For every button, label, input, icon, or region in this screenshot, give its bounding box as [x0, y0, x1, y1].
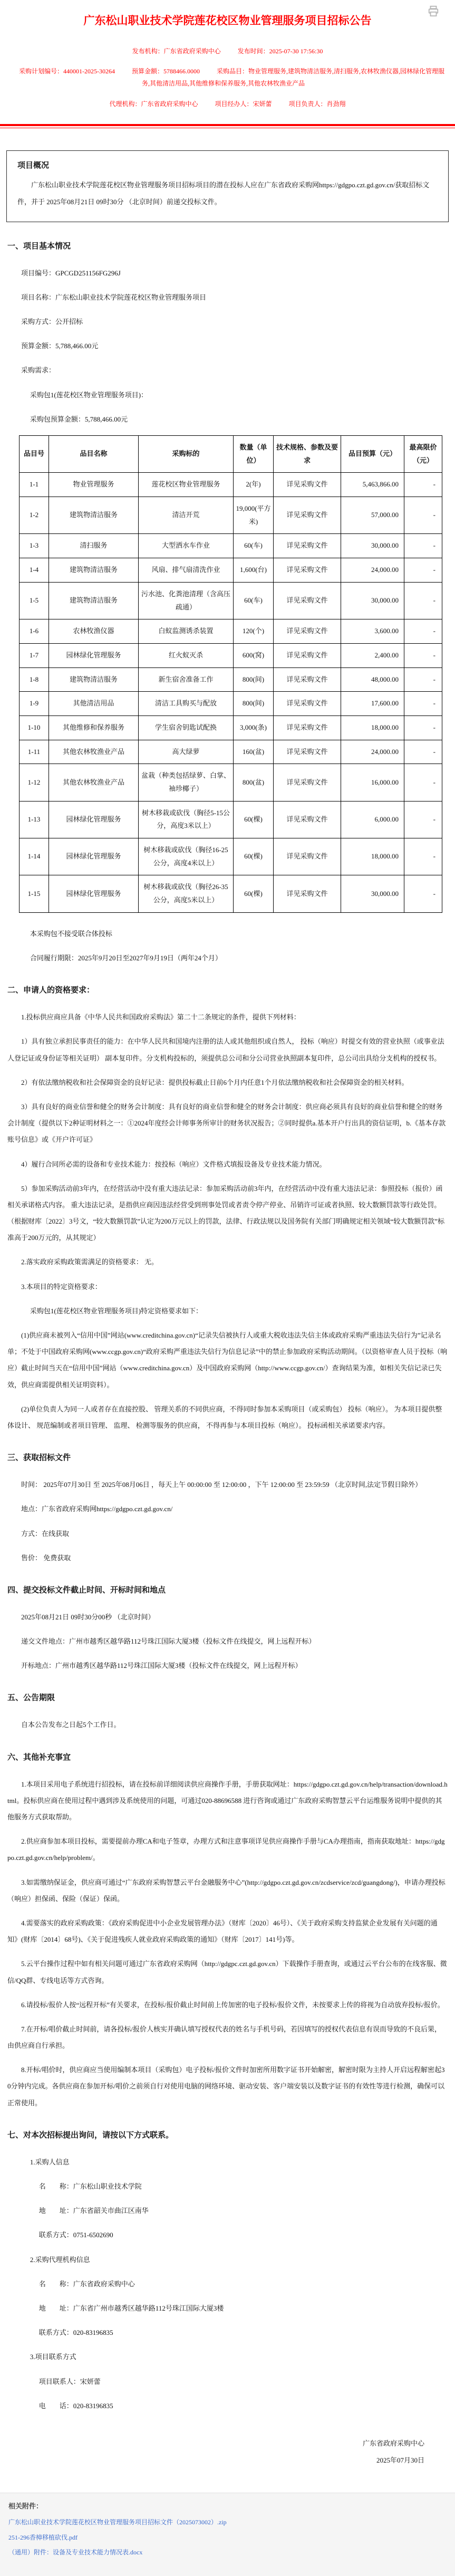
table-cell: 2(年) — [234, 473, 274, 497]
table-row — [20, 582, 442, 619]
table-cell: 园林绿化管理服务 — [49, 838, 139, 875]
paragraph: (2)单位负责人为同一人或者存在直接控股、 管理关系的不同供应商，不得同时参加本采购项目（或采购包） 投标（响应）。 为本项目提供整体设计、 规范编制或者项目管理、 监理、 检测等服务的供应商， 不得再参与本项目投标（响应）。 投标函相关承诺要求内容。 — [7, 1405, 442, 1429]
paragraph: 地 址：广东省广州市越秀区越华路112号珠江国际大厦3楼 — [38, 2304, 224, 2312]
table-cell: 建筑物清洁服务 — [49, 558, 139, 583]
table-cell: 1-14 — [20, 838, 49, 875]
table-cell: 1-8 — [20, 667, 49, 692]
table-cell: 树木移栽或砍伐（胸径26-35公分，高度5米以上） — [139, 875, 234, 912]
paragraph: 电 话：020-83196835 — [38, 2401, 113, 2410]
paragraph: 5.云平台操作过程中如有相关问题可通过广东省政府采购网（http://gdgpc.czt.gd.gov.cn）下载操作手册查询，或通过云平台公布的在线客服、微信/QQ群、专线电话等方式咨询。 — [7, 1960, 447, 1985]
table-cell: 24,000.00 — [341, 558, 404, 583]
column-header: 品目名称 — [49, 436, 139, 473]
table-row — [20, 801, 442, 838]
printer-icon — [428, 5, 439, 17]
meta-row-1 — [9, 45, 446, 58]
meta-field: 发布机构：广东省政府采购中心 — [132, 47, 221, 55]
table-cell: 19,000(平方米) — [234, 497, 274, 534]
table-cell: 1-5 — [20, 582, 49, 619]
table-cell: 园林绿化管理服务 — [49, 801, 139, 838]
table-cell: 详见采购文件 — [274, 764, 341, 801]
table-cell: - — [404, 497, 442, 534]
column-header: 技术规格、参数及要求 — [274, 436, 341, 473]
paragraph: 1.本项目采用电子系统进行招投标，请在投标前详细阅读供应商操作手册，手册获取网址：https://gdgpo.czt.gd.gov.cn/help/transaction/download.html。投标供应商在使用过程中遇到涉及系统使用的问题，可通过020-88696588 进行咨询或通过广东政府采购智慧云平台运维服务说明中提供的其他服务方式获取帮助。 — [7, 1780, 448, 1821]
paragraph: 采购包1(莲花校区物业管理服务项目)： — [30, 390, 148, 399]
table-cell: 60(车) — [234, 534, 274, 558]
paragraph: 3.项目联系方式 — [30, 2353, 76, 2361]
table-cell: 大型洒水车作业 — [139, 534, 234, 558]
table-cell: 树木移栽或砍伐（胸径5-15公分，高度3米以上） — [139, 801, 234, 838]
table-cell: 18,000.00 — [341, 715, 404, 740]
paragraph: 名 称：广东松山职业技术学院 — [38, 2182, 142, 2190]
section-heading: 一、项目基本情况 — [7, 241, 71, 251]
section-heading: 六、其他补充事宜 — [7, 1752, 71, 1762]
signature-date: 2025年07月30日 — [376, 2456, 424, 2465]
table-cell: 物业管理服务 — [49, 473, 139, 497]
table-cell: 详见采购文件 — [274, 497, 341, 534]
page-title: 广东松山职业技术学院莲花校区物业管理服务项目招标公告 — [83, 15, 372, 27]
table-cell: 建筑物清洁服务 — [49, 497, 139, 534]
attachments-footer — [0, 2493, 455, 2576]
table-row — [20, 667, 442, 692]
paragraph: 项目名称：广东松山职业技术学院莲花校区物业管理服务项目 — [21, 293, 207, 301]
table-row — [20, 534, 442, 558]
announcement-meta — [0, 45, 455, 110]
column-header: 最高限价（元） — [404, 436, 442, 473]
paragraph: 自本公告发布之日起5个工作日。 — [21, 1721, 121, 1729]
paragraph: 1）具有独立承担民事责任的能力：在中华人民共和国境内注册的法人或其他组织或自然人， 投标（响应）时提交有效的营业执照（或事业法人登记证或身份证等相关证明） 副本复印件。分支机构投标的，须提供总公司和分公司营业执照副本复印件，总公司出具给分支机构的授权书。 — [7, 1037, 444, 1062]
table-cell: 农林牧渔仪器 — [49, 619, 139, 644]
paragraph: 3）具有良好的商业信誉和健全的财务会计制度：具有良好的商业信誉和健全的财务会计制度：供应商必须具有良好的商业信誉和健全的财务会计制度（提供以下2种证明材料之一：①2024年度经会计师事务所审计的财务状况报告；②同时提供a.基本开户行出具的资信证明，b.《基本存款账号信息》或《开户许可证》 — [7, 1102, 446, 1144]
paragraph: (1)供应商未被列入“信用中国”网站(www.creditchina.gov.cn)“记录失信被执行人或重大税收违法失信主体或政府采购严重违法失信行为”记录名单；不处于中国政府采购网(www.ccgp.gov.cn)“政府采购严重违法失信行为信息记录”中的禁止参加政府采购活动期间。（以资格审查人员于投标（响应）截止时间当天在“信用中国”网站（www.creditchina.gov.cn）及中国政府采购网（http://www.ccgp.gov.cn/）查询结果为准，如相关失信记录已失效，供应商需提供相关证明资料）。 — [7, 1331, 448, 1389]
table-cell: 详见采购文件 — [274, 558, 341, 583]
table-cell: 3,600.00 — [341, 619, 404, 644]
paragraph: 开标地点：广州市越秀区越华路112号珠江国际大厦3楼（投标文件在线提交，网上远程开标） — [21, 1662, 302, 1670]
paragraph: 采购包预算金额：5,788,466.00元 — [30, 415, 128, 423]
table-header-row — [20, 436, 442, 473]
paragraph: 联系方式：0751-6502690 — [38, 2231, 113, 2239]
table-cell: 详见采购文件 — [274, 643, 341, 667]
paragraph: 采购方式：公开招标 — [21, 318, 83, 326]
table-cell: 建筑物清洁服务 — [49, 667, 139, 692]
section-heading: 三、获取招标文件 — [7, 1453, 71, 1463]
red-divider-thick — [0, 124, 455, 126]
meta-field: 发布时间：2025-07-30 17:56:30 — [237, 47, 323, 55]
meta-row-3 — [9, 98, 446, 110]
table-cell: 24,000.00 — [341, 740, 404, 764]
paragraph: 4）履行合同所必需的设备和专业技术能力：按投标（响应）文件格式填报设备及专业技术能力情况。 — [21, 1160, 326, 1168]
table-cell: - — [404, 667, 442, 692]
table-row — [20, 558, 442, 583]
table-cell: 清洁工具购买与配放 — [139, 692, 234, 716]
paragraph: 8.开标/唱价时，供应商应当使用编制本项目（采购包）电子投标/报价文件时加密所用数字证书开始解密，解密时限为主持人开启远程解密起30分钟内完成。各供应商在参加开标/唱价之前须自行对使用电脑的网络环境、驱动安装、客户端安装以及数字证书的有效性等进行检测，确保可以正常使用。 — [7, 2066, 445, 2107]
table-cell: 1-1 — [20, 473, 49, 497]
table-cell: 1-4 — [20, 558, 49, 583]
section-heading: 五、公告期限 — [7, 1693, 55, 1703]
paragraph: 地 址：广东省韶关市曲江区南华 — [38, 2207, 149, 2215]
signature-org: 广东省政府采购中心 — [362, 2439, 424, 2447]
paragraph: 6.请投标/报价人按“远程开标”有关要求，在投标/报价截止时间前上传加密的电子投标/报价文件，未按要求上传的将视为自动放弃投标/报价。 — [21, 2000, 444, 2009]
table-cell: 30,000.00 — [341, 582, 404, 619]
attachments-list — [8, 2515, 447, 2560]
table-row — [20, 764, 442, 801]
table-cell: 60(棵) — [234, 801, 274, 838]
table-cell: 详见采购文件 — [274, 534, 341, 558]
meta-field: 采购品目：物业管理服务,建筑物清洁服务,清扫服务,农林牧渔仪器,园林绿化管理服务,其他清洁用品,其他维修和保养服务,其他农林牧渔业产品 — [141, 68, 445, 88]
table-cell: 1-3 — [20, 534, 49, 558]
table-cell: 30,000.00 — [341, 875, 404, 912]
table-cell: 2,400.00 — [341, 643, 404, 667]
paragraph: 采购包1(莲花校区物业管理服务项目)特定资格要求如下： — [30, 1306, 203, 1315]
paragraph: 3.如需缴纳保证金，供应商可通过“广东政府采购智慧云平台金融服务中心”(http://gdgpo.czt.gd.gov.cn/zcdservice/zcd/guangdong/)，申请办理投标（响应）担保函、保险（保证）保函。 — [7, 1878, 446, 1903]
table-cell: 其他清洁用品 — [49, 692, 139, 716]
table-row — [20, 473, 442, 497]
table-cell: 建筑物清洁服务 — [49, 582, 139, 619]
paragraph: 售价： 免费获取 — [21, 1553, 71, 1562]
attachment-link[interactable]: 251-296香樟移植砍伐.pdf — [8, 2533, 78, 2541]
table-cell: 详见采购文件 — [274, 692, 341, 716]
paragraph: 2025年08月21日 09时30分00秒 （北京时间） — [21, 1613, 155, 1621]
table-cell: 160(盆) — [234, 740, 274, 764]
attachments-label: 相关附件： — [8, 2502, 43, 2510]
table-cell: 16,000.00 — [341, 764, 404, 801]
table-cell: 3,000(条) — [234, 715, 274, 740]
paragraph: 1.投标供应商应具备《中华人民共和国政府采购法》第二十二条规定的条件，提供下列材料： — [21, 1013, 301, 1022]
column-header: 品目号 — [20, 436, 49, 473]
paragraph: 7.在开标/唱价截止时间前，请各投标/报价人核实并确认填写授权代表的姓名与手机号码，若因填写的授权代表信息有误而导致的不良后果，由供应商自行承担。 — [7, 2025, 441, 2050]
table-cell: 1-15 — [20, 875, 49, 912]
paragraph: 2.采购代理机构信息 — [30, 2255, 90, 2264]
table-cell: - — [404, 740, 442, 764]
table-cell: 60(棵) — [234, 875, 274, 912]
table-cell: 1-11 — [20, 740, 49, 764]
meta-field: 项目负责人：肖劲翔 — [288, 100, 346, 108]
table-cell: 详见采购文件 — [274, 667, 341, 692]
table-row — [20, 740, 442, 764]
meta-field: 采购计划编号：440001-2025-30264 — [18, 68, 115, 75]
overview-body: 广东松山职业技术学院莲花校区物业管理服务项目招标项目的潜在投标人应在广东省政府采购网https://gdgpo.czt.gd.gov.cn/获取招标文件，并于 2025年08月21日 09时30分 （北京时间）前递交投标文件。 — [17, 180, 430, 206]
paragraph: 4.需要落实的政府采购政策：《政府采购促进中小企业发展管理办法》（财库〔2020〕46号）、《关于政府采购支持监狱企业发展有关问题的通知》(财库〔2014〕68号)、《关于促进残疾人就业政府采购政策的通知》（财库〔2017〕141号)等。 — [7, 1919, 438, 1944]
column-header: 品目预算（元） — [341, 436, 404, 473]
paragraph: 5）参加采购活动前3年内，在经营活动中没有重大违法记录：参加采购活动前3年内，在经营活动中没有重大违法记录：参照投标（报价）函相关承诺格式内容。 重大违法记录，是指供应商因违法经营受到刑事处罚或者责令停产停业、吊销许可证或者执照、较大数额罚款等行政处罚。（根据财库〔2022〕3号文，“较大数额罚款”认定为200万元以上的罚款，法律、行政法规以及国务院有关部门明确规定相关领域“较大数额罚款”标准高于200万元的，从其规定） — [7, 1184, 445, 1242]
procurement-items-table — [19, 435, 442, 913]
overview-title: 项目概况 — [17, 160, 50, 170]
section-heading: 二、申请人的资格要求： — [7, 986, 95, 995]
table-cell: 其他农林牧渔业产品 — [49, 740, 139, 764]
meta-row-2 — [9, 65, 446, 90]
content — [7, 240, 448, 2414]
table-cell: - — [404, 643, 442, 667]
section-heading: 四、提交投标文件截止时间、开标时间和地点 — [7, 1585, 166, 1595]
table-cell: 学生宿舍钥匙试配换 — [139, 715, 234, 740]
table-cell: 30,000.00 — [341, 534, 404, 558]
paragraph: 2）有依法缴纳税收和社会保障资金的良好记录：提供投标截止日前6个月内任意1个月依法缴纳税收和社会保障资金的相关材料。 — [21, 1078, 409, 1086]
table-cell: 600(窝) — [234, 643, 274, 667]
table-row — [20, 643, 442, 667]
paragraph: 2.落实政府采购政策需满足的资格要求： 无。 — [21, 1258, 159, 1266]
table-cell: 园林绿化管理服务 — [49, 875, 139, 912]
attachment-link[interactable]: 广东松山职业技术学院莲花校区物业管理服务项目招标文件（2025073002）.zip — [8, 2518, 227, 2526]
print-button[interactable] — [428, 5, 439, 17]
table-cell: - — [404, 764, 442, 801]
paragraph: 3.本项目的特定资格要求： — [21, 1282, 102, 1291]
table-cell: 57,000.00 — [341, 497, 404, 534]
table-cell: 白蚁监测诱杀装置 — [139, 619, 234, 644]
meta-field: 预算金额：5788466.0000 — [131, 68, 200, 75]
paragraph: 联系方式：020-83196835 — [38, 2329, 113, 2337]
table-cell: 5,463,866.00 — [341, 473, 404, 497]
table-cell: - — [404, 473, 442, 497]
table-cell: - — [404, 875, 442, 912]
table-cell: 详见采购文件 — [274, 801, 341, 838]
table-row — [20, 875, 442, 912]
paragraph: 方式：在线获取 — [21, 1529, 70, 1538]
table-cell: 风扇、排气扇清洗作业 — [139, 558, 234, 583]
attachment-link[interactable]: （通用）附件：设备及专业技术能力情况表.docx — [8, 2549, 143, 2556]
table-cell: 1-2 — [20, 497, 49, 534]
paragraph: 采购需求： — [21, 366, 56, 375]
table-row — [20, 497, 442, 534]
column-header: 数量（单位） — [234, 436, 274, 473]
table-cell: - — [404, 692, 442, 716]
table-cell: 其他维修和保养服务 — [49, 715, 139, 740]
table-cell: 1-9 — [20, 692, 49, 716]
paragraph: 1.采购人信息 — [30, 2158, 70, 2166]
table-cell: 800(间) — [234, 667, 274, 692]
table-cell: 详见采购文件 — [274, 875, 341, 912]
table-cell: 详见采购文件 — [274, 582, 341, 619]
table-cell: - — [404, 715, 442, 740]
meta-field: 代理机构：广东省政府采购中心 — [109, 100, 198, 108]
table-row — [20, 619, 442, 644]
table-cell: - — [404, 582, 442, 619]
paragraph: 2.供应商参加本项目投标，需要提前办理CA和电子签章，办理方式和注意事项详见供应商操作手册与CA办理指南，指南获取地址：https://gdgpo.czt.gd.gov.cn/help/problem/。 — [7, 1837, 445, 1862]
table-cell: 1-7 — [20, 643, 49, 667]
paragraph: 预算金额：5,788,466.00元 — [21, 342, 99, 350]
column-header: 采购标的 — [139, 436, 234, 473]
paragraph: 地点：广东省政府采购网https://gdgpo.czt.gd.gov.cn/ — [21, 1505, 173, 1513]
table-cell: 莲花校区物业管理服务 — [139, 473, 234, 497]
table-row — [20, 838, 442, 875]
project-overview-box — [6, 150, 449, 222]
table-cell: 详见采购文件 — [274, 715, 341, 740]
table-cell: 污水池、化粪池清理（含高压疏通） — [139, 582, 234, 619]
table-cell: 详见采购文件 — [274, 838, 341, 875]
table-cell: 高大绿萝 — [139, 740, 234, 764]
table-cell: - — [404, 558, 442, 583]
table-cell: 盆栽（种类包括绿萝、白掌、袖珍椰子） — [139, 764, 234, 801]
meta-field: 项目经办人：宋妍蕾 — [215, 100, 272, 108]
table-row — [20, 715, 442, 740]
table-cell: 详见采购文件 — [274, 473, 341, 497]
table-cell: 1-13 — [20, 801, 49, 838]
table-cell: 1-10 — [20, 715, 49, 740]
paragraph: 项目编号：GPCGD251156FG296J — [21, 269, 121, 277]
table-cell: 红火蚁灭杀 — [139, 643, 234, 667]
table-cell: 详见采购文件 — [274, 619, 341, 644]
paragraph: 合同履行期限：2025年9月20日至2027年9月19日（两年24个月） — [30, 954, 222, 962]
table-cell: 树木移栽或砍伐（胸径16-25公分，高度4米以上） — [139, 838, 234, 875]
paragraph: 时间： 2025年07月30日 至 2025年08月06日 ，每天上午 00:00:00 至 12:00:00 ，下午 12:00:00 至 23:59:59 （北京时间,法定节假日除外） — [21, 1481, 422, 1489]
table-cell: 清洁开荒 — [139, 497, 234, 534]
table-cell: 60(车) — [234, 582, 274, 619]
paragraph: 本采购包不接受联合体投标 — [30, 929, 112, 938]
announcement-header — [0, 0, 455, 128]
paragraph: 项目联系人：宋妍蕾 — [38, 2377, 101, 2386]
table-cell: 1,600(台) — [234, 558, 274, 583]
table-cell: 18,000.00 — [341, 838, 404, 875]
table-cell: 120(个) — [234, 619, 274, 644]
table-cell: 详见采购文件 — [274, 740, 341, 764]
paragraph: 递交文件地点：广州市越秀区越华路112号珠江国际大厦3楼（投标文件在线提交，网上远程开标） — [21, 1637, 316, 1646]
table-cell: - — [404, 838, 442, 875]
table-row — [20, 692, 442, 716]
table-cell: 60(棵) — [234, 838, 274, 875]
table-cell: 其他农林牧渔业产品 — [49, 764, 139, 801]
table-cell: 17,600.00 — [341, 692, 404, 716]
signature-block — [0, 2435, 424, 2469]
table-cell: - — [404, 801, 442, 838]
table-cell: 800(盆) — [234, 764, 274, 801]
table-cell: 1-12 — [20, 764, 49, 801]
table-cell: - — [404, 619, 442, 644]
table-cell: 园林绿化管理服务 — [49, 643, 139, 667]
table-cell: 清扫服务 — [49, 534, 139, 558]
table-cell: - — [404, 534, 442, 558]
table-cell: 48,000.00 — [341, 667, 404, 692]
table-cell: 1-6 — [20, 619, 49, 644]
table-cell: 新生宿舍准备工作 — [139, 667, 234, 692]
section-heading: 七、对本次招标提出询问，请按以下方式联系。 — [7, 2130, 174, 2140]
table-cell: 6,000.00 — [341, 801, 404, 838]
paragraph: 名 称：广东省政府采购中心 — [38, 2279, 135, 2288]
table-cell: 800(间) — [234, 692, 274, 716]
